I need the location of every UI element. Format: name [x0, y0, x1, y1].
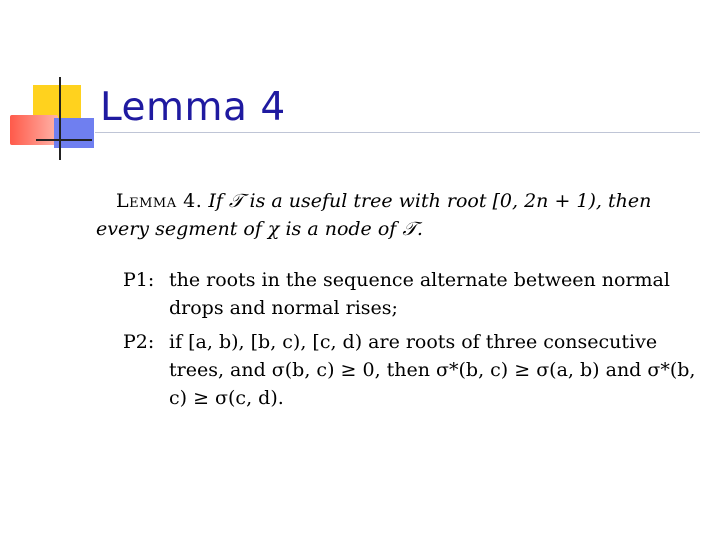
logo-horizontal-line — [36, 139, 92, 141]
property-text: the roots in the sequence alternate between normal drops and normal rises; — [169, 269, 670, 319]
corner-squares-logo-icon — [0, 0, 100, 170]
property-label: P1: — [123, 269, 155, 291]
property-label: P2: — [123, 331, 155, 353]
slide-title: Lemma 4 — [100, 85, 286, 130]
title-underline — [95, 132, 700, 133]
property-text: if [a, b), [b, c), [c, d) are roots of three consecutive trees, and σ(b, c) ≥ 0, then σ*(b, c) ≥ σ(a, b) and σ*(b, c) ≥ σ(c, d). — [169, 331, 696, 409]
property-list — [123, 266, 703, 418]
lemma-statement: If 𝒯 is a useful tree with root [0, 2n + 1), then every segment of χ is a node of 𝒯. — [96, 190, 652, 240]
lemma-statement-block — [96, 187, 696, 243]
logo-vertical-line — [59, 77, 61, 160]
property-p2 — [123, 328, 703, 412]
lemma-name: Lemma 4. — [116, 190, 203, 212]
property-p1 — [123, 266, 703, 322]
